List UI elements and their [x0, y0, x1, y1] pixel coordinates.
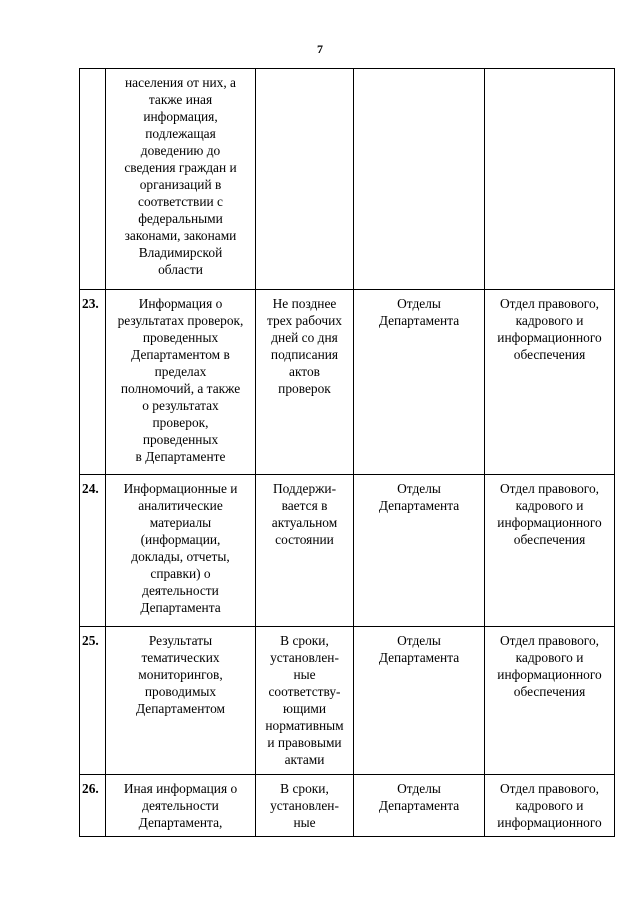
row-number: 26.	[80, 775, 106, 837]
info-name-cell: Иная информация о деятельности Департамента,	[106, 775, 256, 837]
term-cell: В сроки, установлен- ные соответству- ющими нормативным и правовыми актами	[256, 627, 354, 775]
control-cell: Отдел правового, кадрового и информационного обеспечения	[485, 290, 615, 475]
control-cell	[485, 69, 615, 290]
row-number: 25.	[80, 627, 106, 775]
table-row	[80, 627, 615, 775]
term-cell: Не позднее трех рабочих дней со дня подписания актов проверок	[256, 290, 354, 475]
responsible-cell: Отделы Департамента	[354, 775, 485, 837]
responsible-cell: Отделы Департамента	[354, 475, 485, 627]
info-name-cell: Информационные и аналитические материалы (информации, доклады, отчеты, справки) о деятельности Департамента	[106, 475, 256, 627]
info-name-cell: Результаты тематических мониторингов, проводимых Департаментом	[106, 627, 256, 775]
term-cell: В сроки, установлен- ные	[256, 775, 354, 837]
table-row	[80, 775, 615, 837]
term-cell	[256, 69, 354, 290]
row-number: 23.	[80, 290, 106, 475]
control-cell: Отдел правового, кадрового и информационного обеспечения	[485, 475, 615, 627]
row-number	[80, 69, 106, 290]
info-name-cell: Информация о результатах проверок, проведенных Департаментом в пределах полномочий, а также о результатах проверок, проведенных в Департаменте	[106, 290, 256, 475]
term-cell: Поддержи- вается в актуальном состоянии	[256, 475, 354, 627]
row-number: 24.	[80, 475, 106, 627]
responsible-cell: Отделы Департамента	[354, 627, 485, 775]
info-name-cell: населения от них, а также иная информация, подлежащая доведению до сведения граждан и организаций в соответствии с федеральными законами, законами Владимирской области	[106, 69, 256, 290]
responsible-cell: Отделы Департамента	[354, 290, 485, 475]
control-cell: Отдел правового, кадрового и информационного обеспечения	[485, 627, 615, 775]
table-row	[80, 475, 615, 627]
page-number: 7	[317, 42, 323, 56]
table-row	[80, 69, 615, 290]
table-row	[80, 290, 615, 475]
control-cell: Отдел правового, кадрового и информационного	[485, 775, 615, 837]
document-table	[79, 68, 615, 837]
responsible-cell	[354, 69, 485, 290]
